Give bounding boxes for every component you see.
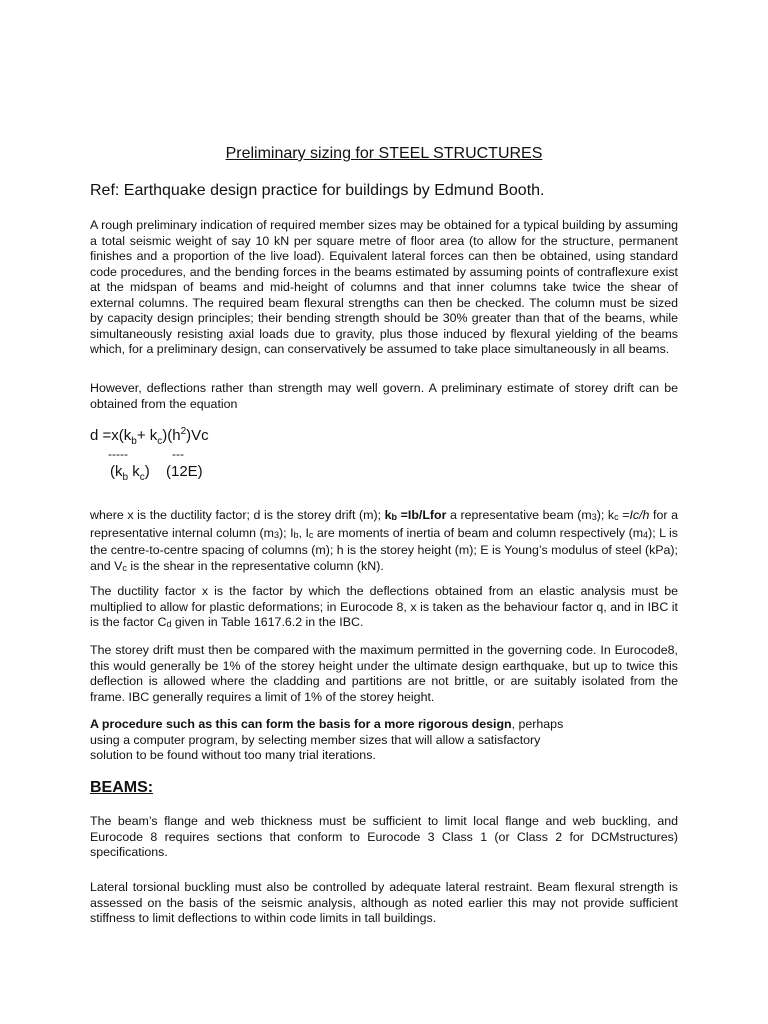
equation-label: (12E) bbox=[166, 463, 203, 480]
paragraph-ductility: The ductility factor x is the factor by which the deflections obtained from an elastic analysis must be multiplied to allow for plastic deformations; in Eurocode 8, x is taken as the behaviour factor q, and in IBC it is the factor Cd given in Table 1617.6.2 in the IBC. bbox=[90, 584, 678, 629]
paragraph-storey-drift: The storey drift must then be compared with the maximum permitted in the governing code. In Eurocode8, this would generally be 1% of the storey height under the ultimate design earthquake, but up to twice this deflection is allowed where the cladding and partitions are not brittle, or are suitably isolated from the frame. IBC generally requires a limit of 1% of the storey height. bbox=[90, 643, 678, 704]
equation-divider-2: --- bbox=[172, 447, 184, 461]
page-title: Preliminary sizing for STEEL STRUCTURES bbox=[225, 145, 543, 162]
reference-text: Earthquake design practice for buildings by Edmund Booth. bbox=[119, 182, 545, 199]
paragraph-lateral-torsional: Lateral torsional buckling must also be controlled by adequate lateral restraint. Beam flexural strength is assessed on the basis of the seismic analysis, although as noted earlier this may not provide sufficient stiffness to limit deflections to within code limits in tall buildings. bbox=[90, 880, 678, 925]
equation-numerator: $d =x(k_b+ k_c)(h^2)Vc$ bbox=[90, 426, 209, 447]
section-heading-beams: BEAMS: bbox=[90, 779, 154, 796]
reference-line bbox=[90, 182, 545, 200]
paragraph-definitions: where x is the ductility factor; d is the storey drift (m); kb =Ib/Lfor a representative beam (m3); kc =Ic/h for a representative internal column (m3); Ib, Ic are moments of inertia of beam and column respectively (m4); L is the centre-to-centre spacing of columns (m); h is the storey height (m); E is Young’s modulus of steel (kPa); and Vc is the shear in the representative column (kN). bbox=[90, 508, 678, 573]
paragraph-intro: A rough preliminary indication of required member sizes may be obtained for a typical building by assuming a total seismic weight of say 10 kN per square metre of floor area (to allow for the structure, permanent finishes and a proportion of the live load). Equivalent lateral forces can then be obtained, using standard code procedures, and the bending forces in the beams estimated by assuming points of contraflexure exist at the midspan of beams and mid-height of columns and that inner columns take twice the shear of external columns. The required beam flexural strengths can then be checked. The column must be sized by capacity design principles; their bending strength should be 30% greater than that of the beams, while simultaneously resisting axial loads due to gravity, plus those induced by flexural yielding of the beams which, for a preliminary design, can conservatively be assumed to take place simultaneously in all beams. bbox=[90, 218, 678, 356]
equation-divider-1: ----- bbox=[108, 447, 128, 461]
equation-denominator: ($k_b$ $k_c$) bbox=[110, 463, 150, 483]
paragraph-procedure: A procedure such as this can form the basis for a more rigorous design, perhaps using a computer program, by selecting member sizes that will allow a satisfactory solution to be found without too many trial iterations. bbox=[90, 717, 564, 762]
paragraph-deflections: However, deflections rather than strength may well govern. A preliminary estimate of storey drift can be obtained from the equation bbox=[90, 381, 678, 411]
paragraph-beam-flange: The beam’s flange and web thickness must be sufficient to limit local flange and web buckling, and Eurocode 8 requires sections that conform to Eurocode 3 Class 1 (or Class 2 for DCMstructures) specifications. bbox=[90, 814, 678, 859]
reference-label: Ref: bbox=[90, 182, 120, 199]
